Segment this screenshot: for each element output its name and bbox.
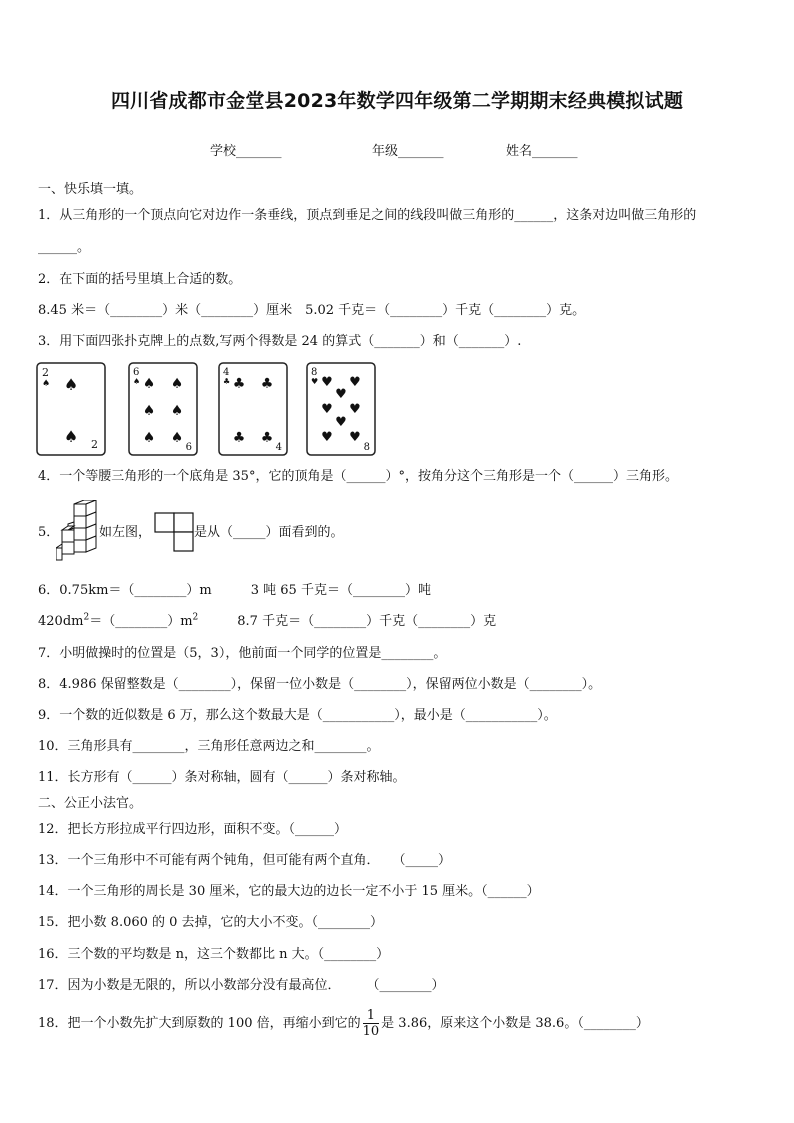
question-4: 4．一个等腰三角形的一个底角是 35°，它的顶角是（______）°，按角分这个三角形是一个（______）三角形。	[38, 469, 678, 484]
question-5-number: 5．	[38, 525, 60, 540]
question-6: 6．0.75km＝（________）m 3 吨 65 千克＝（________）吨	[38, 583, 431, 598]
question-12: 12．把长方形拉成平行四边形，面积不变。（______）	[38, 822, 348, 837]
card-4-small-suit: ♥	[311, 377, 319, 386]
question-18	[38, 1008, 649, 1040]
school-field: 学校_______	[210, 144, 282, 159]
club-icon: ♣	[260, 430, 274, 446]
question-13: 13．一个三角形中不可能有两个钝角，但可能有两个直角． （_____）	[38, 853, 452, 868]
spade-icon: ♠	[170, 403, 184, 419]
heart-icon: ♥	[335, 387, 347, 402]
card-1-rank-bottom: 2	[91, 438, 98, 451]
spade-icon: ♠	[142, 403, 156, 419]
question-9: 9．一个数的近似数是 6 万，那么这个数最大是（___________），最小是（___________）。	[38, 708, 557, 723]
card-2-rank-bottom: 6	[185, 442, 192, 453]
question-5-text-b: 是从（_____）面看到的。	[194, 525, 344, 540]
club-icon: ♣	[232, 376, 246, 392]
card-3-small-suit: ♣	[223, 377, 231, 386]
q6-exponent-2: 2	[192, 612, 199, 623]
playing-cards	[36, 362, 396, 458]
question-10: 10．三角形具有________，三角形任意两边之和________。	[38, 739, 380, 754]
grade-field: 年级_______	[372, 144, 444, 159]
playing-card-3	[218, 362, 288, 456]
card-2-small-suit: ♠	[133, 377, 141, 386]
heart-icon: ♥	[321, 430, 333, 445]
cube-stack-figure	[56, 500, 98, 562]
q18-text-b: 是 3.86，原来这个小数是 38.6。（________）	[381, 1016, 649, 1031]
section-1-heading: 一、快乐填一填。	[38, 182, 143, 197]
q6-equals: ＝（________）m	[89, 614, 193, 629]
card-4-rank-bottom: 8	[363, 442, 370, 453]
card-3-rank-bottom: 4	[275, 442, 282, 453]
playing-card-4	[306, 362, 376, 456]
spade-icon: ♠	[142, 430, 156, 446]
card-4-rank: 8	[311, 367, 318, 378]
fraction-denominator: 10	[362, 1024, 380, 1039]
fraction-numerator: 1	[363, 1008, 380, 1024]
question-11: 11．长方形有（______）条对称轴，圆有（______）条对称轴。	[38, 770, 406, 785]
card-1-small-suit: ♠	[42, 379, 51, 389]
spade-icon: ♠	[170, 430, 184, 446]
name-field: 姓名_______	[506, 144, 578, 159]
spade-icon: ♠	[63, 375, 79, 394]
page-title: 四川省成都市金堂县2023年数学四年级第二学期期末经典模拟试题	[110, 90, 684, 112]
question-7: 7．小明做操时的位置是（5，3），他前面一个同学的位置是________。	[38, 646, 447, 661]
question-1: 1．从三角形的一个顶点向它对边作一条垂线，顶点到垂足之间的线段叫做三角形的______，这条对边叫做三角形的	[38, 208, 697, 223]
question-1-cont: ______。	[38, 240, 91, 255]
q6-exponent: 2	[83, 612, 90, 623]
card-2-rank: 6	[133, 367, 140, 378]
q18-text-a: 18．把一个小数先扩大到原数的 100 倍，再缩小到它的	[38, 1016, 361, 1031]
heart-icon: ♥	[349, 375, 361, 390]
club-icon: ♣	[232, 430, 246, 446]
question-5-text-a: 如左图，	[99, 525, 152, 540]
spade-icon: ♠	[63, 427, 79, 446]
question-17: 17．因为小数是无限的，所以小数部分没有最高位． （________）	[38, 978, 445, 993]
question-15: 15．把小数 8.060 的 0 去掉，它的大小不变。（________）	[38, 915, 384, 930]
club-icon: ♣	[260, 376, 274, 392]
q6-weight: 8.7 千克＝（________）千克（________）克	[198, 614, 497, 629]
question-14: 14．一个三角形的周长是 30 厘米，它的最大边的边长一定不小于 15 厘米。（______）	[38, 884, 540, 899]
question-2-line: 8.45 米＝（________）米（________）厘米 5.02 千克＝（________）千克（________）克。	[38, 303, 586, 318]
heart-icon: ♥	[321, 375, 333, 390]
playing-card-1	[36, 362, 106, 456]
heart-icon: ♥	[349, 402, 361, 417]
question-16: 16．三个数的平均数是 n，这三个数都比 n 大。（________）	[38, 947, 390, 962]
question-6-line2	[38, 614, 496, 630]
heart-icon: ♥	[321, 402, 333, 417]
heart-icon: ♥	[335, 415, 347, 430]
playing-card-2	[128, 362, 198, 456]
section-2-heading: 二、公正小法官。	[38, 796, 143, 811]
fraction	[363, 1008, 380, 1039]
heart-icon: ♥	[349, 430, 361, 445]
card-3-rank: 4	[223, 367, 230, 378]
question-3: 3．用下面四张扑克牌上的点数,写两个得数是 24 的算式（_______）和（_______）.	[38, 334, 522, 349]
spade-icon: ♠	[170, 376, 184, 392]
card-1-rank: 2	[42, 366, 49, 379]
view-grid-figure	[154, 512, 194, 552]
question-2: 2．在下面的括号里填上合适的数。	[38, 272, 242, 287]
q6-area-value: 420dm	[38, 614, 84, 629]
spade-icon: ♠	[142, 376, 156, 392]
question-8: 8．4.986 保留整数是（________），保留一位小数是（________），保留两位小数是（________）。	[38, 677, 602, 692]
